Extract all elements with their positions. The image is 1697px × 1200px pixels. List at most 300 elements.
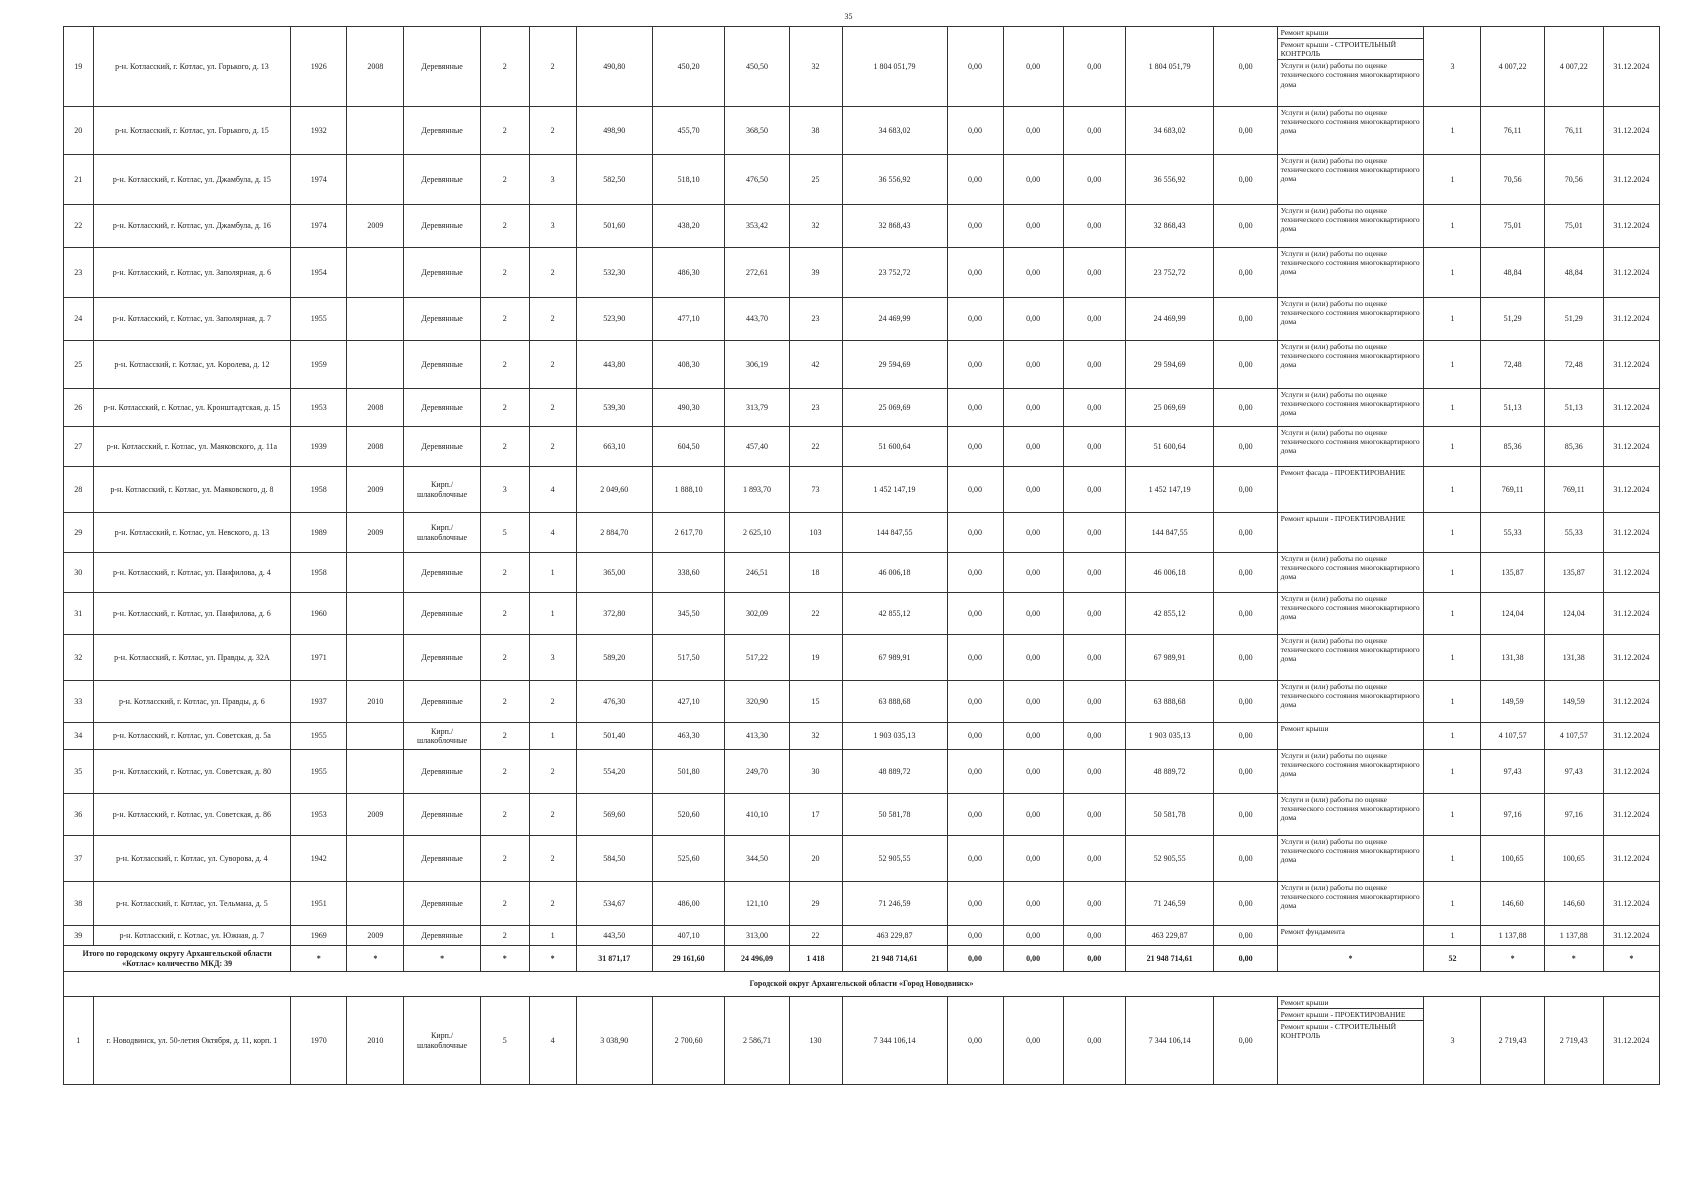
residents-cell: 42 <box>789 341 842 389</box>
count-cell: 1 <box>1424 513 1481 553</box>
fund-b-cell: 0,00 <box>1003 836 1063 882</box>
spec-cost-cell: 146,60 <box>1481 882 1544 926</box>
address-cell: р-н. Котласский, г. Котлас, ул. Маяковского, д. 8 <box>93 467 291 513</box>
cost-cell: 52 905,55 <box>842 836 947 882</box>
deadline-cell: 31.12.2024 <box>1603 427 1659 467</box>
residents-cell: 73 <box>789 467 842 513</box>
fund-e-cell: 0,00 <box>1214 205 1277 248</box>
fund-b-cell: 0,00 <box>1003 926 1063 946</box>
entrances-cell: 3 <box>529 205 576 248</box>
row-number: 26 <box>64 389 94 427</box>
table-row <box>64 298 1660 341</box>
work-item: Услуги и (или) работы по оценке технического состояния многоквартирного дома <box>1280 751 1420 779</box>
cost-cell: 32 868,43 <box>842 205 947 248</box>
fund-b-cell: 0,00 <box>1003 513 1063 553</box>
fund-b-cell: 0,00 <box>1003 997 1063 1085</box>
address-cell: р-н. Котласский, г. Котлас, ул. Панфилова, д. 4 <box>93 553 291 593</box>
walls-cell: Кирп./шлакоблочные <box>404 997 480 1085</box>
fund-b-cell: 0,00 <box>1003 723 1063 750</box>
works-cell <box>1277 513 1424 553</box>
row-number: 37 <box>64 836 94 882</box>
table-row <box>64 205 1660 248</box>
max-cost-cell: 51,29 <box>1544 298 1603 341</box>
deadline-cell: 31.12.2024 <box>1603 107 1659 155</box>
year-overhaul-cell <box>347 341 404 389</box>
fund-a-cell: 0,00 <box>947 553 1003 593</box>
area-res-cell: 518,10 <box>652 155 724 205</box>
table-row <box>64 27 1660 107</box>
work-item: Услуги и (или) работы по оценке технического состояния многоквартирного дома <box>1280 342 1420 370</box>
residents-cell: 15 <box>789 681 842 723</box>
area-res-cell: 1 888,10 <box>652 467 724 513</box>
address-cell: р-н. Котласский, г. Котлас, ул. Правды, д. 6 <box>93 681 291 723</box>
entrances-cell: 2 <box>529 298 576 341</box>
fund-d-cell: 144 847,55 <box>1125 513 1214 553</box>
fund-a-cell: 0,00 <box>947 248 1003 298</box>
fund-b-cell: 0,00 <box>1003 635 1063 681</box>
entrances-cell: 2 <box>529 107 576 155</box>
deadline-cell: 31.12.2024 <box>1603 155 1659 205</box>
year-overhaul-cell <box>347 723 404 750</box>
year-overhaul-cell: 2008 <box>347 27 404 107</box>
area-total-cell: 554,20 <box>576 750 652 794</box>
work-item: Ремонт крыши <box>1280 724 1329 733</box>
count-cell: 1 <box>1424 341 1481 389</box>
fund-c-cell: 0,00 <box>1063 836 1125 882</box>
count-cell: 1 <box>1424 635 1481 681</box>
fund-a-cell: 0,00 <box>947 593 1003 635</box>
spec-cost-cell: 85,36 <box>1481 427 1544 467</box>
address-cell: р-н. Котласский, г. Котлас, ул. Горького, д. 15 <box>93 107 291 155</box>
deadline-cell: 31.12.2024 <box>1603 997 1659 1085</box>
floors-cell: 2 <box>480 341 529 389</box>
year-built-cell: 1969 <box>291 926 347 946</box>
area-total-cell: 532,30 <box>576 248 652 298</box>
works-cell <box>1277 341 1424 389</box>
cost-cell: 1 452 147,19 <box>842 467 947 513</box>
residents-cell: 17 <box>789 794 842 836</box>
fund-b-cell: 0,00 <box>1003 593 1063 635</box>
area-owned-cell: 306,19 <box>725 341 789 389</box>
spec-cost-cell: 149,59 <box>1481 681 1544 723</box>
total-area-res: 29 161,60 <box>652 946 724 972</box>
row-number: 29 <box>64 513 94 553</box>
works-cell <box>1277 997 1424 1085</box>
cost-cell: 51 600,64 <box>842 427 947 467</box>
spec-cost-cell: 48,84 <box>1481 248 1544 298</box>
row-number: 23 <box>64 248 94 298</box>
fund-e-cell: 0,00 <box>1214 155 1277 205</box>
fund-d-cell: 67 989,91 <box>1125 635 1214 681</box>
total-residents: 1 418 <box>789 946 842 972</box>
row-number: 1 <box>64 997 94 1085</box>
fund-e-cell: 0,00 <box>1214 553 1277 593</box>
work-item: Услуги и (или) работы по оценке технического состояния многоквартирного дома <box>1280 108 1420 136</box>
total-row <box>64 946 1660 972</box>
table-row <box>64 635 1660 681</box>
area-owned-cell: 443,70 <box>725 298 789 341</box>
floors-cell: 2 <box>480 926 529 946</box>
row-number: 35 <box>64 750 94 794</box>
work-item: Услуги и (или) работы по оценке технического состояния многоквартирного дома <box>1280 636 1420 664</box>
fund-b-cell: 0,00 <box>1003 750 1063 794</box>
fund-a-cell: 0,00 <box>947 27 1003 107</box>
page-number: 35 <box>844 12 853 21</box>
spec-cost-cell: 51,29 <box>1481 298 1544 341</box>
table-row <box>64 593 1660 635</box>
work-item: Ремонт крыши - СТРОИТЕЛЬНЫЙ КОНТРОЛЬ <box>1278 38 1424 59</box>
area-owned-cell: 413,30 <box>725 723 789 750</box>
fund-e-cell: 0,00 <box>1214 635 1277 681</box>
year-overhaul-cell <box>347 298 404 341</box>
entrances-cell: 2 <box>529 750 576 794</box>
area-total-cell: 490,80 <box>576 27 652 107</box>
fund-a-cell: 0,00 <box>947 750 1003 794</box>
area-res-cell: 338,60 <box>652 553 724 593</box>
area-res-cell: 517,50 <box>652 635 724 681</box>
fund-b-cell: 0,00 <box>1003 882 1063 926</box>
cost-cell: 25 069,69 <box>842 389 947 427</box>
fund-a-cell: 0,00 <box>947 155 1003 205</box>
fund-b-cell: 0,00 <box>1003 467 1063 513</box>
area-res-cell: 520,60 <box>652 794 724 836</box>
total-label: Итого по городскому округу Архангельской области «Котлас» количество МКД: 39 <box>64 946 291 972</box>
count-cell: 1 <box>1424 427 1481 467</box>
deadline-cell: 31.12.2024 <box>1603 593 1659 635</box>
spec-cost-cell: 76,11 <box>1481 107 1544 155</box>
max-cost-cell: 1 137,88 <box>1544 926 1603 946</box>
works-cell <box>1277 389 1424 427</box>
fund-d-cell: 36 556,92 <box>1125 155 1214 205</box>
walls-cell: Кирп./шлакоблочные <box>404 513 480 553</box>
cost-cell: 63 888,68 <box>842 681 947 723</box>
fund-e-cell: 0,00 <box>1214 794 1277 836</box>
walls-cell: Деревянные <box>404 750 480 794</box>
address-cell: р-н. Котласский, г. Котлас, ул. Заполярная, д. 7 <box>93 298 291 341</box>
walls-cell: Кирп./шлакоблочные <box>404 723 480 750</box>
year-built-cell: 1951 <box>291 882 347 926</box>
entrances-cell: 2 <box>529 427 576 467</box>
fund-e-cell: 0,00 <box>1214 27 1277 107</box>
total-year-built: * <box>291 946 347 972</box>
fund-e-cell: 0,00 <box>1214 341 1277 389</box>
year-built-cell: 1974 <box>291 155 347 205</box>
area-total-cell: 443,50 <box>576 926 652 946</box>
area-owned-cell: 302,09 <box>725 593 789 635</box>
fund-c-cell: 0,00 <box>1063 467 1125 513</box>
row-number: 25 <box>64 341 94 389</box>
count-cell: 1 <box>1424 723 1481 750</box>
fund-d-cell: 1 452 147,19 <box>1125 467 1214 513</box>
table-row <box>64 389 1660 427</box>
fund-a-cell: 0,00 <box>947 997 1003 1085</box>
row-number: 24 <box>64 298 94 341</box>
works-cell <box>1277 467 1424 513</box>
year-built-cell: 1926 <box>291 27 347 107</box>
floors-cell: 3 <box>480 467 529 513</box>
entrances-cell: 1 <box>529 926 576 946</box>
area-res-cell: 604,50 <box>652 427 724 467</box>
deadline-cell: 31.12.2024 <box>1603 750 1659 794</box>
fund-e-cell: 0,00 <box>1214 882 1277 926</box>
count-cell: 1 <box>1424 882 1481 926</box>
address-cell: р-н. Котласский, г. Котлас, ул. Панфилова, д. 6 <box>93 593 291 635</box>
row-number: 28 <box>64 467 94 513</box>
fund-d-cell: 71 246,59 <box>1125 882 1214 926</box>
count-cell: 1 <box>1424 681 1481 723</box>
residents-cell: 39 <box>789 248 842 298</box>
max-cost-cell: 72,48 <box>1544 341 1603 389</box>
work-item: Ремонт фасада - ПРОЕКТИРОВАНИЕ <box>1280 468 1406 477</box>
count-cell: 1 <box>1424 298 1481 341</box>
area-res-cell: 450,20 <box>652 27 724 107</box>
walls-cell: Деревянные <box>404 794 480 836</box>
residents-cell: 19 <box>789 635 842 681</box>
area-total-cell: 498,90 <box>576 107 652 155</box>
floors-cell: 2 <box>480 205 529 248</box>
year-overhaul-cell <box>347 155 404 205</box>
fund-a-cell: 0,00 <box>947 298 1003 341</box>
spec-cost-cell: 55,33 <box>1481 513 1544 553</box>
spec-cost-cell: 70,56 <box>1481 155 1544 205</box>
fund-b-cell: 0,00 <box>1003 681 1063 723</box>
work-item: Услуги и (или) работы по оценке технического состояния многоквартирного дома <box>1280 156 1420 184</box>
fund-c-cell: 0,00 <box>1063 427 1125 467</box>
max-cost-cell: 100,65 <box>1544 836 1603 882</box>
residents-cell: 25 <box>789 155 842 205</box>
area-owned-cell: 368,50 <box>725 107 789 155</box>
area-owned-cell: 2 625,10 <box>725 513 789 553</box>
fund-a-cell: 0,00 <box>947 341 1003 389</box>
year-built-cell: 1958 <box>291 553 347 593</box>
area-total-cell: 3 038,90 <box>576 997 652 1085</box>
total-spec-cost: * <box>1481 946 1544 972</box>
fund-b-cell: 0,00 <box>1003 107 1063 155</box>
area-total-cell: 584,50 <box>576 836 652 882</box>
fund-d-cell: 34 683,02 <box>1125 107 1214 155</box>
fund-b-cell: 0,00 <box>1003 553 1063 593</box>
deadline-cell: 31.12.2024 <box>1603 926 1659 946</box>
walls-cell: Деревянные <box>404 635 480 681</box>
area-owned-cell: 517,22 <box>725 635 789 681</box>
fund-c-cell: 0,00 <box>1063 593 1125 635</box>
entrances-cell: 2 <box>529 681 576 723</box>
fund-b-cell: 0,00 <box>1003 155 1063 205</box>
residents-cell: 38 <box>789 107 842 155</box>
count-cell: 1 <box>1424 205 1481 248</box>
residents-cell: 32 <box>789 723 842 750</box>
fund-a-cell: 0,00 <box>947 205 1003 248</box>
walls-cell: Деревянные <box>404 155 480 205</box>
area-total-cell: 501,60 <box>576 205 652 248</box>
row-number: 34 <box>64 723 94 750</box>
table-row <box>64 155 1660 205</box>
area-total-cell: 569,60 <box>576 794 652 836</box>
fund-c-cell: 0,00 <box>1063 389 1125 427</box>
max-cost-cell: 48,84 <box>1544 248 1603 298</box>
walls-cell: Деревянные <box>404 926 480 946</box>
section-title: Городской округ Архангельской области «Город Новодвинск» <box>64 972 1660 997</box>
fund-c-cell: 0,00 <box>1063 681 1125 723</box>
entrances-cell: 2 <box>529 836 576 882</box>
year-overhaul-cell: 2009 <box>347 205 404 248</box>
deadline-cell: 31.12.2024 <box>1603 298 1659 341</box>
area-res-cell: 486,30 <box>652 248 724 298</box>
fund-d-cell: 1 804 051,79 <box>1125 27 1214 107</box>
max-cost-cell: 70,56 <box>1544 155 1603 205</box>
cost-cell: 1 804 051,79 <box>842 27 947 107</box>
deadline-cell: 31.12.2024 <box>1603 553 1659 593</box>
year-built-cell: 1953 <box>291 794 347 836</box>
works-cell <box>1277 248 1424 298</box>
fund-a-cell: 0,00 <box>947 681 1003 723</box>
count-cell: 1 <box>1424 593 1481 635</box>
area-owned-cell: 272,61 <box>725 248 789 298</box>
entrances-cell: 3 <box>529 635 576 681</box>
fund-d-cell: 7 344 106,14 <box>1125 997 1214 1085</box>
fund-d-cell: 51 600,64 <box>1125 427 1214 467</box>
deadline-cell: 31.12.2024 <box>1603 513 1659 553</box>
year-overhaul-cell <box>347 593 404 635</box>
entrances-cell: 1 <box>529 553 576 593</box>
residents-cell: 103 <box>789 513 842 553</box>
walls-cell: Деревянные <box>404 836 480 882</box>
work-item: Услуги и (или) работы по оценке технического состояния многоквартирного дома <box>1280 837 1420 865</box>
area-owned-cell: 320,90 <box>725 681 789 723</box>
work-item: Услуги и (или) работы по оценке технического состояния многоквартирного дома <box>1280 682 1420 710</box>
works-cell <box>1277 107 1424 155</box>
max-cost-cell: 769,11 <box>1544 467 1603 513</box>
floors-cell: 2 <box>480 427 529 467</box>
area-res-cell: 463,30 <box>652 723 724 750</box>
row-number: 30 <box>64 553 94 593</box>
total-area-owned: 24 496,09 <box>725 946 789 972</box>
fund-c-cell: 0,00 <box>1063 341 1125 389</box>
address-cell: р-н. Котласский, г. Котлас, ул. Джамбула, д. 16 <box>93 205 291 248</box>
area-owned-cell: 246,51 <box>725 553 789 593</box>
row-number: 36 <box>64 794 94 836</box>
works-cell <box>1277 298 1424 341</box>
deadline-cell: 31.12.2024 <box>1603 794 1659 836</box>
spec-cost-cell: 72,48 <box>1481 341 1544 389</box>
fund-e-cell: 0,00 <box>1214 107 1277 155</box>
total-entrances: * <box>529 946 576 972</box>
work-item: Услуги и (или) работы по оценке технического состояния многоквартирного дома <box>1280 594 1420 622</box>
floors-cell: 2 <box>480 794 529 836</box>
area-res-cell: 407,10 <box>652 926 724 946</box>
area-total-cell: 663,10 <box>576 427 652 467</box>
max-cost-cell: 2 719,43 <box>1544 997 1603 1085</box>
residents-cell: 32 <box>789 27 842 107</box>
fund-c-cell: 0,00 <box>1063 205 1125 248</box>
floors-cell: 2 <box>480 155 529 205</box>
count-cell: 1 <box>1424 107 1481 155</box>
floors-cell: 2 <box>480 635 529 681</box>
fund-e-cell: 0,00 <box>1214 836 1277 882</box>
total-fund-b: 0,00 <box>1003 946 1063 972</box>
floors-cell: 5 <box>480 997 529 1085</box>
fund-d-cell: 24 469,99 <box>1125 298 1214 341</box>
year-overhaul-cell <box>347 553 404 593</box>
fund-e-cell: 0,00 <box>1214 997 1277 1085</box>
fund-c-cell: 0,00 <box>1063 997 1125 1085</box>
area-owned-cell: 344,50 <box>725 836 789 882</box>
max-cost-cell: 4 107,57 <box>1544 723 1603 750</box>
entrances-cell: 2 <box>529 248 576 298</box>
fund-d-cell: 23 752,72 <box>1125 248 1214 298</box>
fund-e-cell: 0,00 <box>1214 467 1277 513</box>
fund-e-cell: 0,00 <box>1214 926 1277 946</box>
fund-e-cell: 0,00 <box>1214 248 1277 298</box>
fund-e-cell: 0,00 <box>1214 593 1277 635</box>
walls-cell: Деревянные <box>404 205 480 248</box>
table-row <box>64 750 1660 794</box>
address-cell: р-н. Котласский, г. Котлас, ул. Маяковского, д. 11а <box>93 427 291 467</box>
capital-repair-table <box>63 26 1660 1085</box>
fund-b-cell: 0,00 <box>1003 205 1063 248</box>
max-cost-cell: 85,36 <box>1544 427 1603 467</box>
entrances-cell: 4 <box>529 997 576 1085</box>
area-owned-cell: 353,42 <box>725 205 789 248</box>
count-cell: 1 <box>1424 248 1481 298</box>
work-item: Услуги и (или) работы по оценке технического состояния многоквартирного дома <box>1280 795 1420 823</box>
work-item: Ремонт крыши - ПРОЕКТИРОВАНИЕ <box>1278 1008 1424 1020</box>
spec-cost-cell: 769,11 <box>1481 467 1544 513</box>
table-row <box>64 794 1660 836</box>
fund-b-cell: 0,00 <box>1003 427 1063 467</box>
year-built-cell: 1937 <box>291 681 347 723</box>
area-res-cell: 501,80 <box>652 750 724 794</box>
walls-cell: Деревянные <box>404 593 480 635</box>
works-cell <box>1277 635 1424 681</box>
floors-cell: 2 <box>480 298 529 341</box>
year-overhaul-cell <box>347 750 404 794</box>
table-row <box>64 553 1660 593</box>
fund-c-cell: 0,00 <box>1063 882 1125 926</box>
address-cell: р-н. Котласский, г. Котлас, ул. Невского, д. 13 <box>93 513 291 553</box>
total-floors: * <box>480 946 529 972</box>
fund-c-cell: 0,00 <box>1063 155 1125 205</box>
area-total-cell: 523,90 <box>576 298 652 341</box>
total-deadline: * <box>1603 946 1659 972</box>
fund-b-cell: 0,00 <box>1003 298 1063 341</box>
fund-e-cell: 0,00 <box>1214 298 1277 341</box>
table-row <box>64 926 1660 946</box>
year-built-cell: 1989 <box>291 513 347 553</box>
total-fund-e: 0,00 <box>1214 946 1277 972</box>
works-cell <box>1277 205 1424 248</box>
walls-cell: Деревянные <box>404 553 480 593</box>
count-cell: 1 <box>1424 836 1481 882</box>
spec-cost-cell: 4 107,57 <box>1481 723 1544 750</box>
table-row <box>64 341 1660 389</box>
fund-a-cell: 0,00 <box>947 427 1003 467</box>
fund-b-cell: 0,00 <box>1003 389 1063 427</box>
year-overhaul-cell: 2008 <box>347 427 404 467</box>
residents-cell: 20 <box>789 836 842 882</box>
year-overhaul-cell: 2010 <box>347 997 404 1085</box>
deadline-cell: 31.12.2024 <box>1603 681 1659 723</box>
area-res-cell: 2 700,60 <box>652 997 724 1085</box>
deadline-cell: 31.12.2024 <box>1603 836 1659 882</box>
work-item: Услуги и (или) работы по оценке технического состояния многоквартирного дома <box>1280 206 1420 234</box>
year-built-cell: 1955 <box>291 723 347 750</box>
year-built-cell: 1953 <box>291 389 347 427</box>
floors-cell: 2 <box>480 107 529 155</box>
total-cost: 21 948 714,61 <box>842 946 947 972</box>
area-owned-cell: 313,79 <box>725 389 789 427</box>
floors-cell: 2 <box>480 723 529 750</box>
